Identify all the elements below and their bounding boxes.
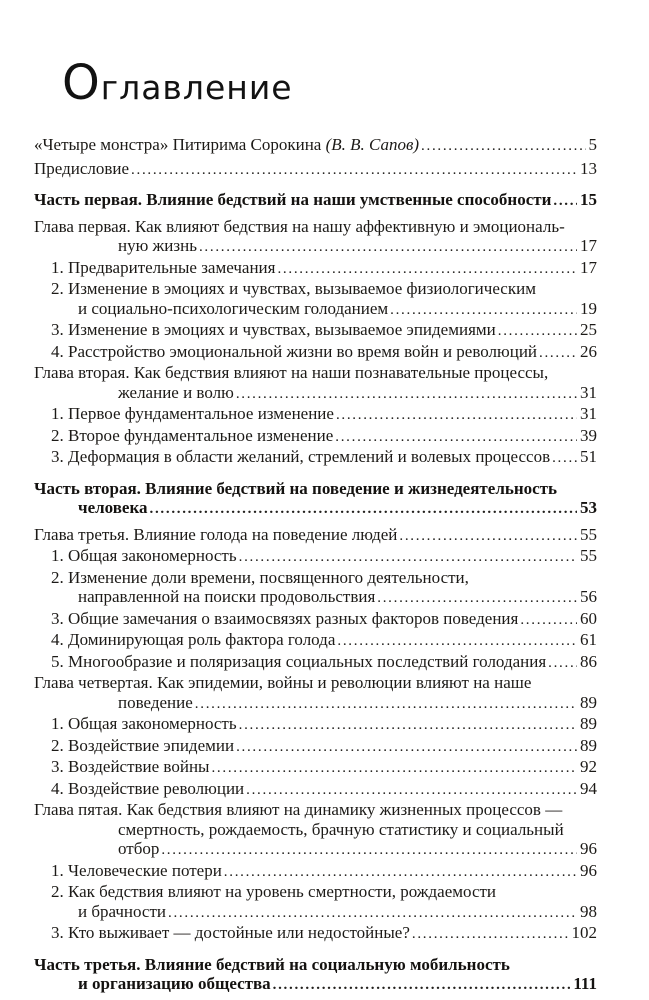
dot-leader	[539, 342, 577, 364]
page-number: 96	[580, 839, 597, 858]
entry-title: «Четыре монстра» Питирима Сорокина (В. В. Сапов)	[34, 135, 420, 154]
entry-title: поведение	[118, 692, 193, 712]
toc-line	[34, 820, 597, 840]
toc-entry	[34, 736, 597, 758]
toc-line	[34, 757, 597, 779]
entry-title: 3. Воздействие войны	[51, 757, 210, 776]
entry-title: 3. Кто выживает — достойные или недостойные?	[51, 923, 410, 942]
toc-entry	[34, 159, 597, 181]
toc-line	[34, 426, 597, 448]
page-number: 31	[580, 404, 597, 423]
page-number: 60	[580, 608, 597, 628]
entry-title: отбор	[118, 839, 160, 858]
entry-title: Часть первая. Влияние бедствий на наши умственные способности	[34, 190, 552, 209]
dot-leader	[412, 923, 569, 945]
toc-line	[34, 135, 597, 157]
toc-line	[34, 673, 597, 693]
page-number: 92	[580, 757, 597, 776]
page-number: 86	[580, 651, 597, 671]
entry-title: человека	[78, 498, 148, 517]
entry-title: 1. Предварительные замечания	[51, 257, 276, 277]
entry-title: 2. Воздействие эпидемии	[51, 735, 235, 755]
dot-leader	[195, 693, 577, 715]
toc-line	[34, 190, 597, 212]
toc-line	[34, 693, 597, 715]
toc-line	[34, 363, 597, 383]
dot-leader	[399, 525, 577, 547]
dot-leader	[246, 779, 577, 801]
entry-title: и социально-психологическим голоданием	[78, 298, 389, 318]
toc-line	[34, 404, 597, 426]
toc-entry	[34, 135, 597, 157]
toc-entry	[34, 447, 597, 469]
toc-line	[34, 861, 597, 883]
toc-line	[34, 479, 597, 499]
page-number: 31	[580, 382, 597, 402]
dot-leader	[548, 652, 577, 674]
entry-title: Глава первая. Как влияют бедствия на нашу аффективную и эмоциональ-	[34, 216, 565, 236]
page-number: 13	[580, 158, 597, 178]
entry-title: 3. Деформация в области желаний, стремлений и волевых процессов	[51, 447, 551, 466]
toc-entry	[34, 609, 597, 631]
toc-line	[34, 800, 597, 820]
dot-leader	[337, 630, 577, 652]
dot-leader	[239, 714, 577, 736]
entry-title: 1. Человеческие потери	[51, 860, 222, 880]
toc-entry	[34, 757, 597, 779]
toc-entry	[34, 630, 597, 652]
page-number: 55	[580, 546, 597, 565]
entry-title: и организацию общества	[78, 974, 271, 993]
page-number: 89	[580, 714, 597, 733]
page-number: 61	[580, 630, 597, 649]
entry-title: Глава вторая. Как бедствия влияют на наши познавательные процессы,	[34, 363, 549, 382]
toc-line	[34, 498, 597, 520]
toc-entry	[34, 779, 597, 801]
toc-line	[34, 736, 597, 758]
page-number: 5	[588, 135, 597, 154]
toc-entry	[34, 652, 597, 674]
toc-entry	[34, 279, 597, 320]
entry-title: направленной на поиски продовольствия	[78, 587, 376, 606]
toc-line	[34, 974, 597, 996]
toc-line	[34, 546, 597, 568]
toc-line	[34, 587, 597, 609]
page-number: 39	[580, 425, 597, 445]
toc-line	[34, 955, 597, 975]
page-number: 17	[580, 257, 597, 277]
page-number: 53	[580, 498, 597, 517]
toc-line	[34, 217, 597, 237]
entry-title: Предисловие	[34, 158, 130, 178]
entry-title: Глава пятая. Как бедствия влияют на динамику жизненных процессов —	[34, 800, 563, 819]
entry-title: Глава третья. Влияние голода на поведение людей	[34, 524, 398, 544]
entry-title: 3. Общие замечания о взаимосвязях разных факторов поведения	[51, 608, 519, 628]
entry-title: Часть вторая. Влияние бедствий на поведение и жизнедеятельность	[34, 478, 558, 498]
entry-title: 2. Изменение доли времени, посвященного деятельности,	[51, 567, 469, 587]
toc-line	[34, 882, 597, 902]
toc-line	[34, 839, 597, 861]
entry-title: и брачности	[78, 901, 167, 921]
entry-title: 5. Многообразие и поляризация социальных последствий голодания	[51, 651, 547, 671]
toc-line	[34, 320, 597, 342]
page-title: Оглавление	[62, 55, 293, 111]
dot-leader	[335, 426, 577, 448]
toc-line	[34, 923, 597, 945]
entry-title: 3. Изменение в эмоциях и чувствах, вызываемое эпидемиями	[51, 320, 496, 339]
dot-leader	[239, 546, 577, 568]
toc-line	[34, 236, 597, 258]
page-number: 17	[580, 236, 597, 255]
dot-leader	[498, 320, 577, 342]
toc-entry	[34, 479, 597, 520]
entry-title: 2. Изменение в эмоциях и чувствах, вызываемое физиологическим	[51, 279, 536, 298]
entry-title: Глава четвертая. Как эпидемии, войны и революции влияют на наше	[34, 673, 532, 692]
dot-leader	[553, 190, 577, 212]
toc-entry	[34, 673, 597, 714]
dot-leader	[224, 861, 577, 883]
toc-entry	[34, 546, 597, 568]
toc-entry	[34, 190, 597, 212]
toc-entry	[34, 258, 597, 280]
toc-line	[34, 568, 597, 588]
toc-entry	[34, 800, 597, 861]
dot-leader	[211, 757, 577, 779]
page-number: 102	[571, 923, 597, 942]
page-number: 89	[580, 735, 597, 755]
dot-leader	[199, 236, 577, 258]
toc-entry	[34, 525, 597, 547]
dot-leader	[390, 299, 577, 321]
entry-title: желание и волю	[118, 382, 234, 402]
entry-title: 1. Общая закономерность	[51, 546, 237, 565]
toc-entry	[34, 217, 597, 258]
dot-leader	[150, 498, 577, 520]
toc-line	[34, 652, 597, 674]
entry-title: 2. Как бедствия влияют на уровень смертности, рождаемости	[51, 882, 497, 901]
toc-entry	[34, 404, 597, 426]
dot-leader	[273, 974, 571, 996]
entry-title: 4. Расстройство эмоциональной жизни во время войн и революций	[51, 341, 538, 361]
toc-line	[34, 447, 597, 469]
toc-line	[34, 525, 597, 547]
toc-entry	[34, 923, 597, 945]
entry-title: ную жизнь	[118, 236, 197, 255]
toc-line	[34, 159, 597, 181]
toc-entry	[34, 320, 597, 342]
toc-line	[34, 258, 597, 280]
entry-title: Часть третья. Влияние бедствий на социальную мобильность	[34, 954, 510, 974]
page-number: 56	[580, 587, 597, 606]
toc-line	[34, 779, 597, 801]
dot-leader	[161, 839, 577, 861]
toc-entry	[34, 363, 597, 404]
toc-line	[34, 630, 597, 652]
page-number: 96	[580, 860, 597, 880]
toc-line	[34, 714, 597, 736]
page-number: 98	[580, 901, 597, 921]
toc-line	[34, 342, 597, 364]
dot-leader	[236, 736, 577, 758]
toc-entry	[34, 882, 597, 923]
page-number: 111	[573, 974, 597, 993]
toc-line	[34, 383, 597, 405]
page-number: 25	[580, 320, 597, 339]
dot-leader	[421, 135, 585, 157]
page-number: 55	[580, 524, 597, 544]
dot-leader	[520, 609, 577, 631]
entry-title: 1. Общая закономерность	[51, 714, 237, 733]
entry-title: 2. Второе фундаментальное изменение	[51, 425, 334, 445]
toc-line	[34, 902, 597, 924]
toc-line	[34, 299, 597, 321]
entry-title: 4. Доминирующая роль фактора голода	[51, 630, 336, 649]
dot-leader	[552, 447, 577, 469]
dot-leader	[277, 258, 577, 280]
toc-entry	[34, 714, 597, 736]
toc-line	[34, 609, 597, 631]
toc-list	[34, 135, 597, 996]
toc-entry	[34, 955, 597, 996]
toc-entry	[34, 568, 597, 609]
dot-leader	[377, 587, 577, 609]
entry-title: 1. Первое фундаментальное изменение	[51, 404, 334, 423]
dot-leader	[236, 383, 577, 405]
toc-entry	[34, 861, 597, 883]
page-number: 89	[580, 692, 597, 712]
page-number: 19	[580, 298, 597, 318]
dot-leader	[168, 902, 577, 924]
dot-leader	[336, 404, 577, 426]
entry-title: смертность, рождаемость, брачную статистику и социальный	[118, 819, 564, 839]
page-number: 26	[580, 341, 597, 361]
toc-entry	[34, 426, 597, 448]
toc-entry	[34, 342, 597, 364]
toc-line	[34, 279, 597, 299]
page-number: 51	[580, 447, 597, 466]
page-number: 94	[580, 778, 597, 798]
entry-title: 4. Воздействие революции	[51, 778, 245, 798]
page-number: 15	[580, 190, 597, 209]
dot-leader	[131, 159, 577, 181]
